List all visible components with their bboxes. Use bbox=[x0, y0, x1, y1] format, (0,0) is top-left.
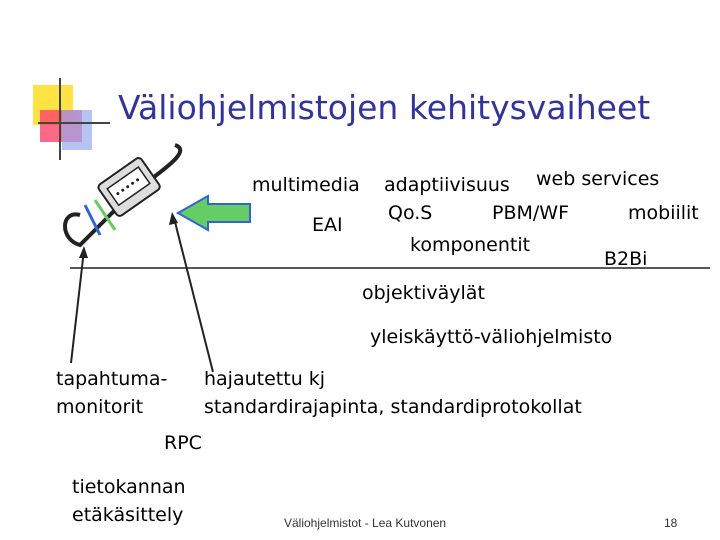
page-number: 18 bbox=[664, 516, 678, 530]
term-rpc: RPC bbox=[164, 432, 202, 454]
term-pbm-wf: PBM/WF bbox=[492, 202, 570, 224]
term-hajautettu-line1: hajautettu kj bbox=[204, 368, 326, 390]
term-multimedia: multimedia bbox=[252, 174, 360, 196]
term-komponentit: komponentit bbox=[410, 234, 531, 256]
term-hajautettu-line2: standardirajapinta, standardiprotokollat bbox=[204, 396, 582, 418]
term-objektivaylat: objektiväylät bbox=[362, 282, 485, 304]
term-yleiskaytto-valiohjelmisto: yleiskäyttö-väliohjelmisto bbox=[370, 326, 613, 348]
network-cable-connector-icon bbox=[65, 145, 180, 245]
term-tapahtuma-line2: monitorit bbox=[56, 396, 144, 418]
term-tietokannan-line1: tietokannan bbox=[72, 476, 186, 498]
pointer-line-hajautettu bbox=[174, 218, 213, 372]
term-web-services: web services bbox=[536, 168, 660, 190]
term-eai: EAI bbox=[312, 214, 343, 236]
term-qos: Qo.S bbox=[388, 202, 433, 224]
footer-author: Väliohjelmistot - Lea Kutvonen bbox=[284, 516, 447, 530]
term-mobiilit: mobiilit bbox=[628, 202, 699, 224]
term-adaptiivisuus: adaptiivisuus bbox=[384, 174, 510, 196]
colored-squares-logo bbox=[33, 78, 110, 160]
page-title: Väliohjelmistojen kehitysvaiheet bbox=[118, 88, 651, 127]
term-tietokannan-line2: etäkäsittely bbox=[72, 504, 184, 526]
term-tapahtuma-line1: tapahtuma- bbox=[56, 368, 168, 390]
pointer-line-tapahtuma bbox=[71, 250, 84, 363]
term-b2bi: B2Bi bbox=[604, 248, 648, 270]
green-left-arrow bbox=[178, 196, 250, 230]
